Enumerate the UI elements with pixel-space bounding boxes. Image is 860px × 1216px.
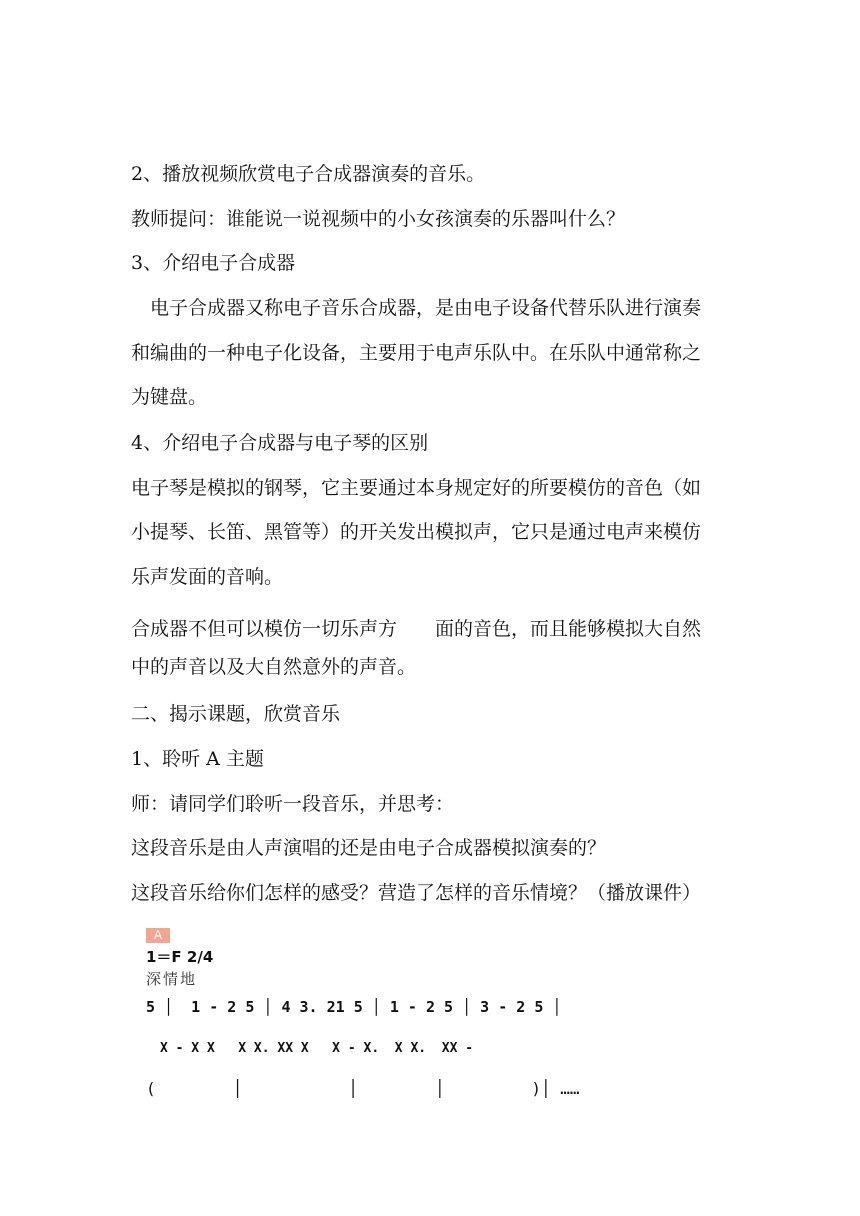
section-badge: A	[146, 928, 170, 943]
heading: 3、介绍电子合成器	[131, 252, 296, 274]
rhythm-line: X - X X X X. XX X X - X. X X. XX -	[160, 1041, 474, 1056]
paragraph: 这段音乐是由人声演唱的还是由电子合成器模拟演奏的？	[131, 837, 607, 859]
paragraph: 电子琴是模拟的钢琴，它主要通过本身规定好的所要模仿的音色（如	[131, 477, 702, 499]
accompaniment-bars: ( │ │ │ )│ ……	[146, 1079, 580, 1098]
paragraph: 这段音乐给你们怎样的感受？营造了怎样的音乐情境？（播放课件）	[131, 882, 702, 904]
paragraph: 电子合成器又称电子音乐合成器，是由电子设备代替乐队进行演奏	[150, 297, 702, 319]
paragraph: 2、播放视频欣赏电子合成器演奏的音乐。	[131, 163, 486, 185]
heading: 1、聆听 A 主题	[131, 748, 264, 770]
tempo-marking: 深情地	[146, 970, 198, 988]
paragraph: 为键盘。	[131, 386, 208, 408]
paragraph: 小提琴、长笛、黑管等）的开关发出模拟声，它只是通过电声来模仿	[131, 521, 702, 543]
paragraph: 合成器不但可以模仿一切乐声方 面的音色，而且能够模拟大自然	[131, 618, 702, 640]
heading: 二、揭示课题，欣赏音乐	[131, 703, 341, 725]
paragraph: 教师提问：谁能说一说视频中的小女孩演奏的乐器叫什么？	[131, 208, 626, 230]
paragraph: 乐声发面的音响。	[131, 566, 284, 588]
key-signature: 1＝F 2/4	[146, 948, 214, 966]
paragraph: 和编曲的一种电子化设备，主要用于电声乐队中。在乐队中通常称之	[131, 342, 702, 364]
paragraph: 中的声音以及大自然意外的声音。	[131, 656, 417, 678]
paragraph: 师：请同学们聆听一段音乐，并思考：	[131, 793, 455, 815]
heading: 4、介绍电子合成器与电子琴的区别	[131, 432, 429, 454]
melody-line: 5 │ 1 - 2 5 │ 4 3. 21 5 │ 1 - 2 5 │ 3 - 2 5 │	[146, 998, 562, 1016]
